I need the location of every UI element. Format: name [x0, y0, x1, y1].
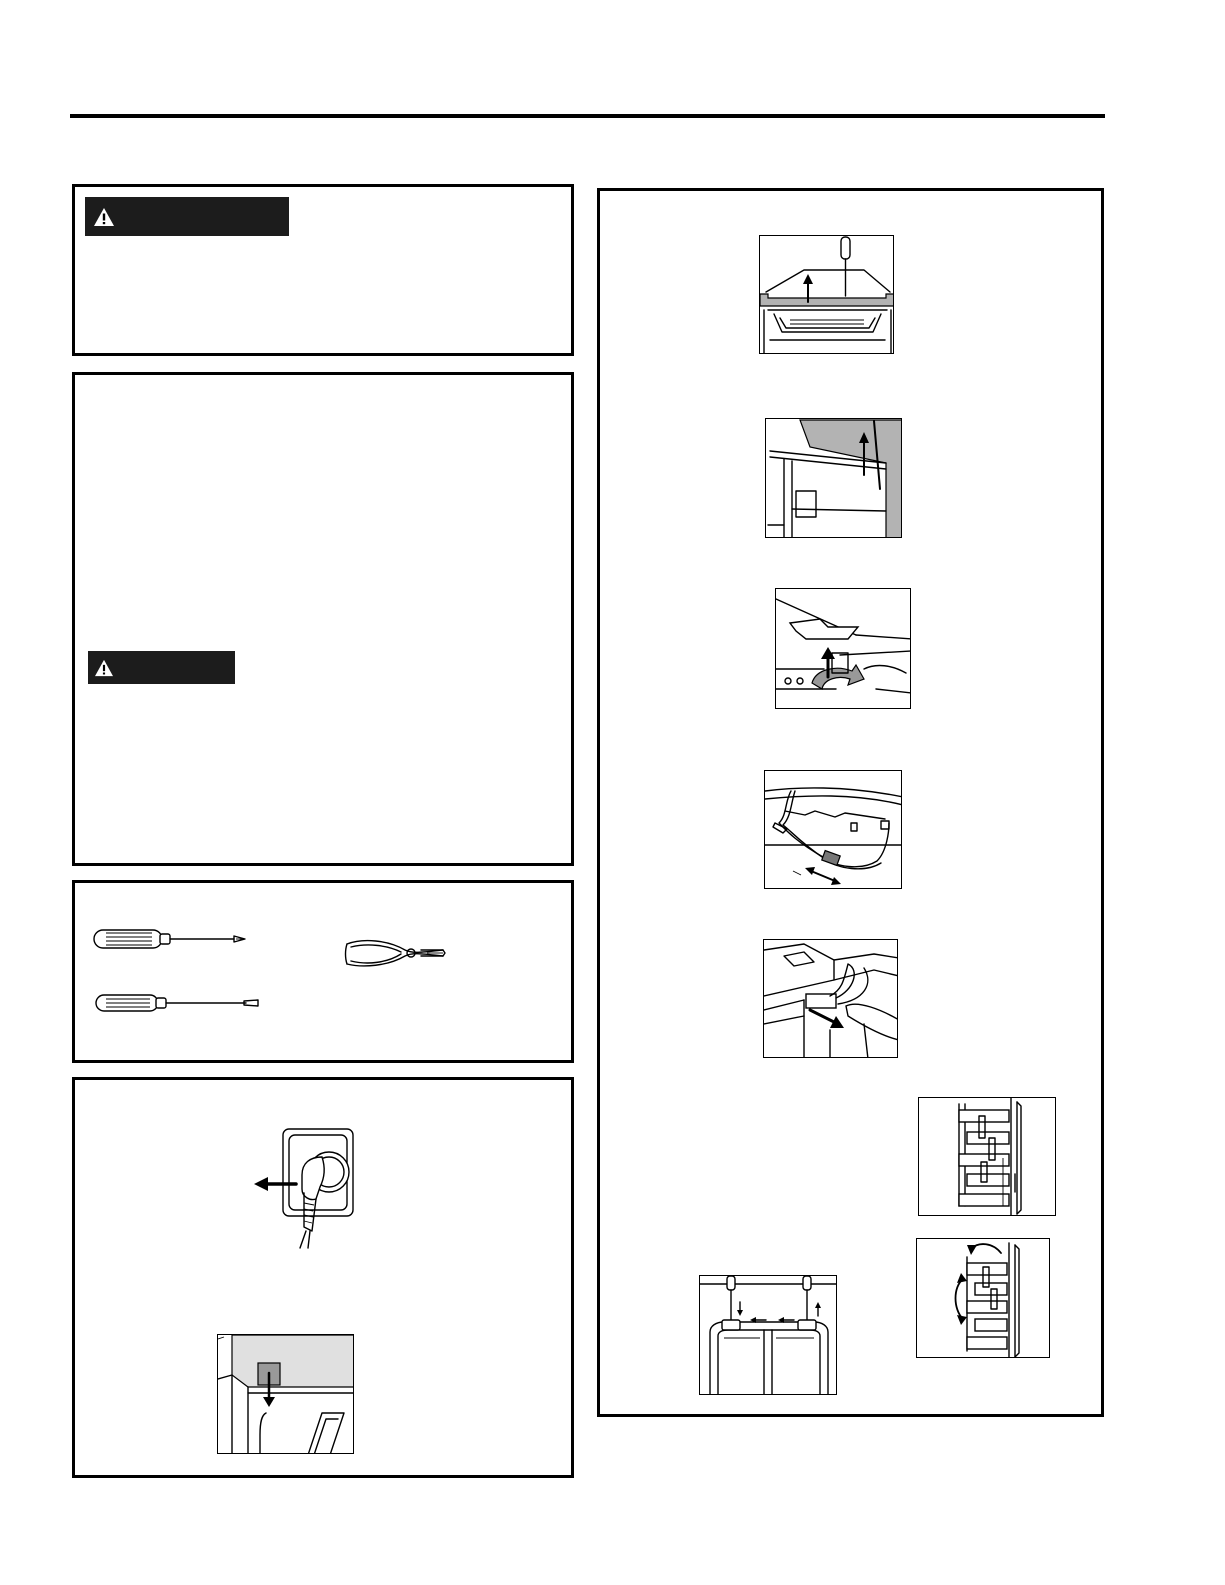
door-rotate-illustration [916, 1238, 1050, 1358]
remove-hinge-screws-illustration [699, 1275, 837, 1395]
warning-icon [94, 659, 114, 677]
caution-banner [88, 651, 235, 684]
instructions-box [72, 372, 574, 866]
pull-wire-harness-illustration [763, 939, 898, 1058]
unplug-outlet-illustration [250, 1127, 356, 1249]
remove-hinge-cover-illustration [775, 588, 911, 709]
flat-screwdriver-icon [94, 991, 260, 1015]
pry-top-cover-illustration [759, 235, 894, 354]
warning-banner [85, 197, 289, 236]
pliers-icon [343, 936, 449, 970]
remove-cover-illustration [217, 1334, 354, 1454]
phillips-screwdriver-icon [92, 926, 248, 952]
disconnect-wiring-illustration [764, 770, 902, 889]
header-rule [70, 114, 1105, 118]
lift-trim-illustration [765, 418, 902, 538]
tools-box [72, 880, 574, 1063]
door-side-view-illustration [918, 1097, 1056, 1216]
warning-icon [93, 207, 115, 227]
